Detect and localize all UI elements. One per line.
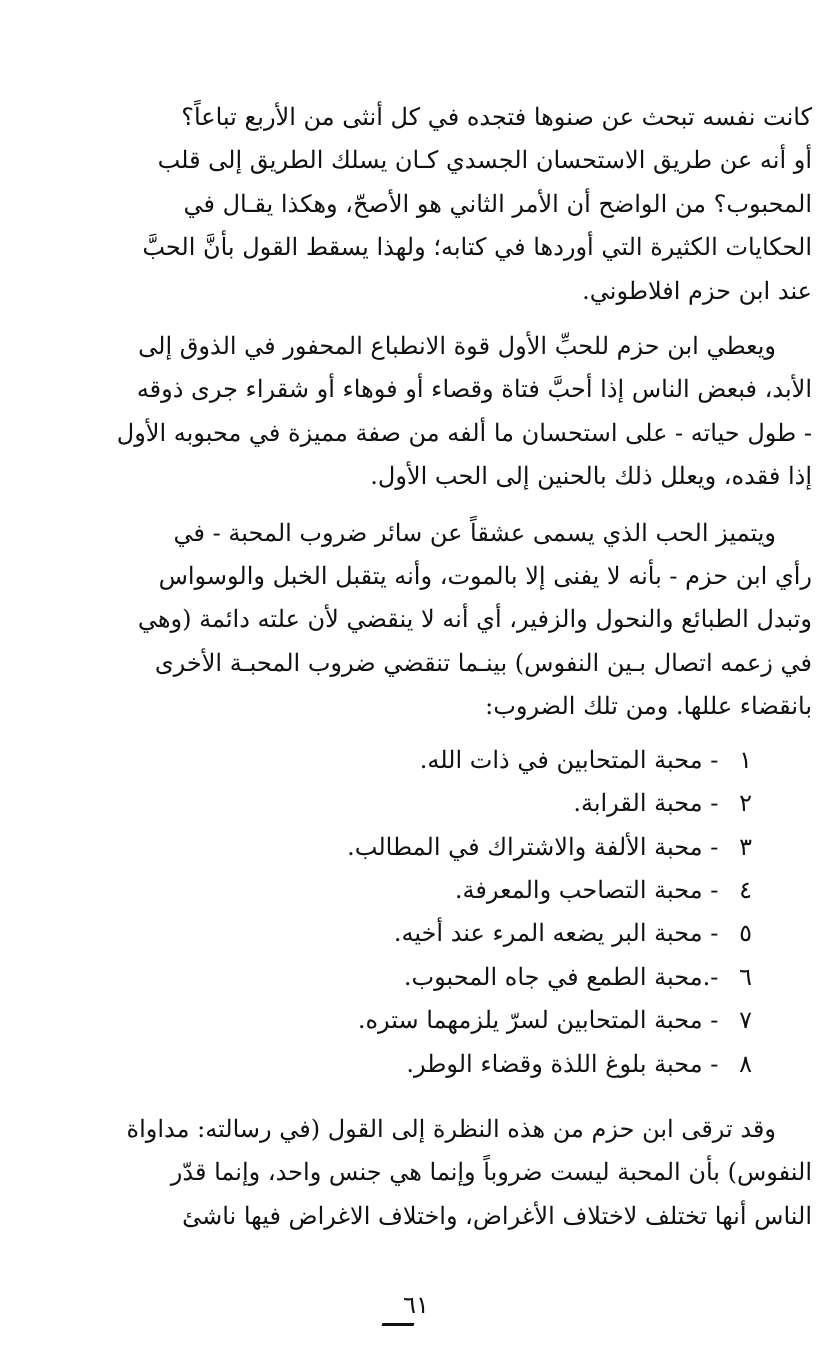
list-separator: -: [702, 789, 726, 818]
paragraph-line: رأي ابن حزم - بأنه لا يفنى إلا بالموت، وأنه يتقبل الخبل والوسواس: [158, 562, 812, 591]
list-number: ٧: [739, 1006, 752, 1035]
list-text: محبة الألفة والاشتراك في المطالب.: [347, 832, 703, 861]
love-types-list: [106, 739, 812, 1086]
paragraph-line: أو أنه عن طريق الاستحسان الجسدي كـان يسلك الطريق إلى قلب: [157, 146, 812, 175]
list-number: ٣: [739, 832, 752, 861]
list-number: ٦: [739, 962, 752, 991]
paragraph-1: [106, 96, 812, 313]
list-separator: -: [702, 745, 726, 774]
list-text: محبة المتحابين لسرّ يلزمهما ستره.: [357, 1006, 703, 1035]
paragraph-line: ويعطي ابن حزم للحبِّ الأول قوة الانطباع المحفور في الذوق إلى: [138, 332, 776, 361]
paragraph-line: كانت نفسه تبحث عن صنوها فتجده في كل أنثى من الأربع تباعاً؟: [181, 103, 812, 131]
paragraph-2: [106, 325, 812, 499]
paragraph-line: في زعمه اتصال بـين النفوس) بينـما تنقضي ضروب المحبـة الأخرى: [154, 648, 812, 677]
list-separator: -: [702, 919, 726, 948]
list-item: [106, 739, 752, 782]
list-item: [106, 782, 752, 825]
paragraph-line: الناس أنها تختلف لاختلاف الأغراض، واختلاف الاغراض فيها ناشئ: [182, 1201, 812, 1230]
paragraph-line: وقد ترقى ابن حزم من هذه النظرة إلى القول (في رسالته: مداواة: [126, 1114, 776, 1143]
list-separator: -: [702, 1006, 726, 1035]
list-number: ٨: [739, 1049, 752, 1078]
list-separator: -: [702, 875, 726, 904]
paragraph-3: [106, 512, 812, 729]
list-separator: -: [702, 832, 726, 861]
list-text: محبة الطمع في جاه المحبوب.: [403, 962, 703, 991]
list-text: محبة المتحابين في ذات الله.: [419, 745, 703, 774]
paragraph-gap: [106, 499, 812, 512]
page-number: ٦١: [403, 1291, 429, 1319]
list-text: محبة التصاحب والمعرفة.: [454, 875, 703, 904]
list-number: ٥: [739, 919, 752, 948]
paragraph-gap: [106, 1086, 812, 1108]
list-number: ١: [739, 745, 752, 774]
list-separator: -.: [702, 962, 726, 991]
paragraph-line: المحبوب؟ من الواضح أن الأمر الثاني هو الأصحّ، وهكذا يقـال في: [183, 189, 812, 218]
paragraph-line: وتبدل الطبائع والنحول والزفير، أي أنه لا ينقضي لأن علته دائمة (وهي: [137, 605, 812, 634]
paragraph-line: ويتميز الحب الذي يسمى عشقاً عن سائر ضروب المحبة - في: [173, 518, 776, 547]
paragraph-line: الأبد، فبعض الناس إذا أحبَّ فتاة وقصاء أو فوهاء أو شقراء جرى ذوقه: [136, 375, 812, 404]
paragraph-4: [106, 1108, 812, 1238]
page-footer-mark: [381, 1323, 414, 1326]
paragraph-gap: [106, 313, 812, 325]
paragraph-line: بانقضاء عللها. ومن تلك الضروب:: [485, 692, 812, 721]
list-item: [106, 1043, 752, 1086]
list-text: محبة القرابة.: [573, 789, 703, 818]
list-item: [106, 912, 752, 955]
list-number: ٤: [739, 875, 752, 904]
page-body: [106, 96, 812, 1238]
list-item: [106, 869, 752, 912]
paragraph-line: إذا فقده، ويعلل ذلك بالحنين إلى الحب الأول.: [370, 462, 812, 491]
paragraph-line: الحكايات الكثيرة التي أوردها في كتابه؛ ولهذا يسقط القول بأنَّ الحبَّ: [142, 233, 812, 262]
list-separator: -: [702, 1049, 726, 1078]
list-item: [106, 826, 752, 869]
paragraph-line: - طول حياته - على استحسان ما ألفه من صفة مميزة في محبوبه الأول: [116, 418, 812, 447]
list-item: [106, 999, 752, 1042]
list-number: ٢: [739, 789, 752, 818]
paragraph-line: النفوس) بأن المحبة ليست ضروباً وإنما هي جنس واحد، وإنما قدّر: [170, 1158, 812, 1187]
list-text: محبة بلوغ اللذة وقضاء الوطر.: [406, 1049, 703, 1078]
paragraph-line: عند ابن حزم افلاطوني.: [582, 276, 812, 305]
list-item: [106, 956, 752, 999]
list-text: محبة البر يضعه المرء عند أخيه.: [393, 919, 703, 948]
